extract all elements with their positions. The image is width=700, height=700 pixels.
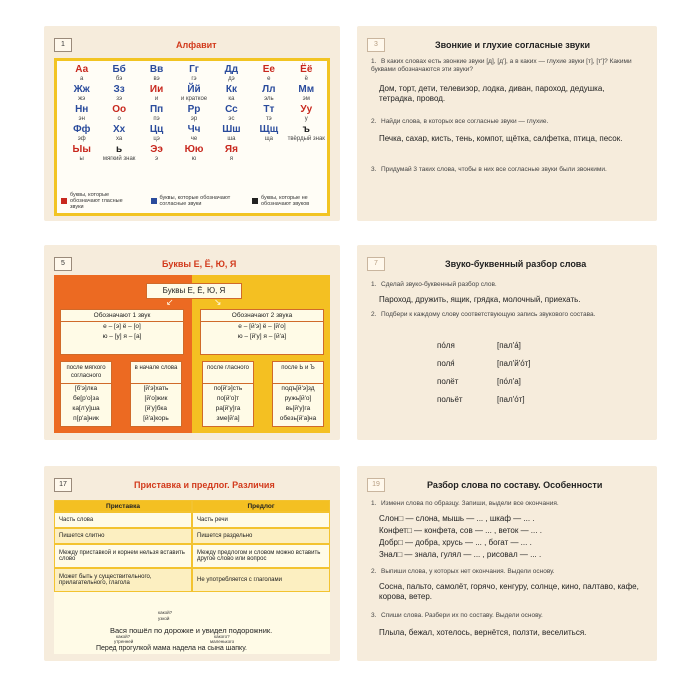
letter-name: дэ — [228, 76, 235, 82]
example-sentence-2: Перед прогулкой мама надела на сына шапку. — [96, 645, 247, 652]
answer-1: Дом, торт, дети, телевизор, лодка, диван, пароход, дедушка, тетрадка, провод. — [379, 84, 605, 103]
letter-glyph: Нн — [75, 104, 89, 115]
task-2-text: Подбери к каждому слову соответствующую запись звукового состава. — [381, 311, 596, 318]
arrow-down-icon: ↙ — [166, 297, 174, 307]
transcription: [пал'а́] — [497, 341, 521, 350]
task-3-text: Придумай 3 таких слова, чтобы в них все согласные звуки были звонкими. — [381, 166, 607, 173]
letter-name: зэ — [116, 96, 123, 102]
letter-glyph: Юю — [184, 144, 204, 155]
answer-1: Пароход, дружить, ящик, грядка, молочный, приехать. — [379, 295, 581, 304]
col-word: по[й'о]т — [216, 395, 240, 402]
letter-glyph: Жж — [73, 84, 90, 95]
note: какого? — [214, 634, 230, 639]
task-1: 1. В каких словах есть звонкие звуки [д], [д'], а в каких — глухие звуки [т], [т']? Какими буквами обозначаются эти звуки? — [371, 58, 632, 73]
letter-glyph: Щщ — [259, 124, 279, 135]
alphabet-letter — [175, 105, 212, 122]
col-header: после гласного — [203, 362, 253, 384]
alphabet-letter — [288, 125, 325, 142]
letter-name: тэ — [265, 116, 272, 122]
letter-name: твёрдый знак — [287, 136, 325, 142]
letter-name: эн — [78, 116, 85, 122]
cell: Не употребляется с глаголами — [192, 568, 330, 592]
card-number: 17 — [54, 478, 72, 492]
letter-glyph: Цц — [149, 124, 164, 135]
task-1: 1. Сделай звуко-буквенный разбор слов. — [371, 281, 497, 288]
alphabet-letter — [288, 85, 325, 102]
card-sound-letter-analysis — [357, 245, 657, 440]
letter-name: ю — [191, 156, 197, 162]
one-sound-box — [60, 309, 184, 355]
comparison-table — [54, 500, 330, 592]
letter-name: ха — [115, 136, 123, 142]
letter-glyph: Фф — [73, 124, 91, 135]
cell: Часть речи — [192, 512, 330, 528]
answer-2: Печка, сахар, кисть, тень, компот, щётка, салфетка, птица, песок. — [379, 134, 623, 143]
alphabet-letter — [175, 65, 212, 82]
eyo-heading: Буквы Е, Ё, Ю, Я — [146, 283, 242, 299]
letter-glyph: ь — [116, 144, 123, 155]
line: Конфет□ — конфета, сов — ... , веток — ... . — [379, 526, 542, 535]
letter-glyph: Йй — [187, 84, 201, 95]
alphabet-letter — [138, 105, 175, 122]
one-sound-header: Обозначают 1 звук — [61, 310, 183, 322]
card-word-composition — [357, 466, 657, 661]
line: Слон□ — слона, мышь — ... , шкаф — ... . — [379, 514, 535, 523]
two-sounds-line: е – [й'э] ё – [й'о] — [238, 323, 286, 330]
col-word: подъ[й'э]зд — [281, 385, 315, 392]
letter-glyph: Пп — [149, 104, 164, 115]
letter-name: э — [155, 156, 159, 162]
col-word: [й'у]бка — [144, 405, 168, 412]
task-3: 3. Придумай 3 таких слова, чтобы в них все согласные звуки были звонкими. — [371, 166, 607, 173]
letter-name: у — [304, 116, 308, 122]
letter-name: а — [80, 76, 84, 82]
letter-glyph: Кк — [225, 84, 237, 95]
col-after-soft — [60, 361, 112, 427]
card-voiced-voiceless — [357, 26, 657, 221]
card-number: 3 — [367, 38, 385, 52]
task-2-text: Выпиши слова, у которых нет окончания. Выдели основу. — [381, 568, 555, 575]
task-2: 2. Найди слова, в которых все согласные звуки — глухие. — [371, 118, 549, 125]
table-header — [54, 500, 330, 512]
task-3: 3. Спиши слова. Разбери их по составу. Выдели основу. — [371, 612, 543, 619]
cell: Пишется раздельно — [192, 528, 330, 544]
cell: Может быть у существительного, прилагательного, глагола — [54, 568, 192, 592]
alphabet-letter — [63, 105, 100, 122]
letter-name: эль — [264, 96, 274, 102]
col-header: после Ь и Ъ — [273, 362, 323, 384]
letter-glyph: Ёё — [300, 64, 313, 75]
alphabet-letter — [100, 125, 137, 142]
letter-glyph: Оо — [112, 104, 127, 115]
letter-glyph: Ее — [262, 64, 275, 75]
letter-glyph: Чч — [187, 124, 201, 135]
letter-name: че — [190, 136, 198, 142]
col-word: [б'э]лка — [74, 385, 98, 392]
alphabet-letter — [213, 145, 250, 162]
note: какой? — [158, 610, 173, 615]
alphabet-grid — [63, 65, 325, 162]
col-after-signs — [272, 361, 324, 427]
letter-name: эр — [190, 116, 198, 122]
letter-name: ка — [228, 96, 235, 102]
arrow-down-icon: ↘ — [214, 297, 222, 307]
letter-name: е — [267, 76, 271, 82]
card-title: Алфавит — [176, 40, 217, 50]
card-prefix-vs-preposition — [44, 466, 340, 661]
card-title: Звонкие и глухие согласные звуки — [435, 40, 591, 50]
card-number: 1 — [54, 38, 72, 52]
alphabet-letter — [175, 145, 212, 162]
note: какой? — [116, 634, 131, 639]
legend-sign: буквы, которые не обозначают звуков — [261, 195, 310, 207]
letter-name: жэ — [78, 96, 86, 102]
col-word-start — [130, 361, 182, 427]
alphabet-letter — [100, 145, 137, 162]
note: утренней — [114, 639, 134, 644]
word: поля́ — [437, 359, 455, 368]
alphabet-letter — [100, 85, 137, 102]
letter-glyph: Дд — [224, 64, 239, 75]
letter-glyph: Шш — [222, 124, 241, 135]
one-sound-line: е – [э] ё – [о] — [103, 323, 141, 330]
letter-name: о — [117, 116, 121, 122]
word: польёт — [437, 395, 463, 404]
cell: Часть слова — [54, 512, 192, 528]
task-2: 2. Подбери к каждому слову соответствующую запись звукового состава. — [371, 311, 596, 318]
sign-swatch-icon — [252, 198, 258, 204]
table-row — [54, 528, 330, 544]
alphabet-panel — [54, 58, 330, 216]
letter-glyph: Хх — [113, 124, 126, 135]
card-number: 7 — [367, 257, 385, 271]
alphabet-letter — [213, 105, 250, 122]
letter-name: эс — [228, 116, 235, 122]
note: узкой — [158, 616, 170, 621]
alphabet-letter — [138, 145, 175, 162]
card-title: Приставка и предлог. Различия — [134, 480, 275, 490]
legend-vowel: буквы, которые обозначают гласные звуки — [70, 192, 123, 210]
alphabet-legend — [61, 192, 327, 210]
letter-name: вэ — [153, 76, 160, 82]
table-row — [54, 512, 330, 528]
letter-glyph: Рр — [187, 104, 201, 115]
word: по́ля — [437, 341, 455, 350]
cell: Между предлогом и словом можно вставить другое слово или вопрос — [192, 544, 330, 568]
table-row — [54, 544, 330, 568]
col-after-vowel — [202, 361, 254, 427]
card-alphabet — [44, 26, 340, 221]
letter-glyph: Тт — [263, 104, 275, 115]
task-2-text: Найди слова, в которых все согласные звуки — глухие. — [381, 118, 549, 125]
two-sounds-line: ю – [й'у] я – [й'а] — [237, 333, 287, 340]
transcription: [по́л'а] — [497, 377, 521, 386]
letter-glyph: Яя — [224, 144, 238, 155]
letter-name: мягкий знак — [102, 156, 136, 162]
letter-glyph: Ыы — [72, 144, 91, 155]
letter-name: я — [229, 156, 234, 162]
alphabet-letter — [250, 105, 287, 122]
letter-name: бэ — [115, 76, 123, 82]
col-word: ружь[й'о] — [284, 395, 312, 402]
alphabet-letter — [288, 105, 325, 122]
alphabet-letter — [213, 65, 250, 82]
letter-glyph: Мм — [298, 84, 315, 95]
card-number: 5 — [54, 257, 72, 271]
card-letters-e-yo-yu-ya — [44, 245, 340, 440]
alphabet-letter — [213, 85, 250, 102]
cell: Пишется слитно — [54, 528, 192, 544]
letter-name: и краткое — [180, 96, 208, 102]
letter-glyph: Ээ — [150, 144, 163, 155]
transcription: [пал'о́т] — [497, 395, 525, 404]
letter-name: эф — [77, 136, 86, 142]
col-word: [й'о]жик — [144, 395, 168, 402]
col-header: в начале слова — [131, 362, 181, 384]
alphabet-letter — [213, 125, 250, 142]
col-word: [й'а]корь — [143, 415, 169, 422]
header-preposition: Предлог — [192, 500, 330, 512]
task-1-text: Сделай звуко-буквенный разбор слов. — [381, 281, 497, 288]
task-1-text: Измени слова по образцу. Запиши, выдели все окончания. — [381, 500, 559, 507]
letter-glyph: Уу — [300, 104, 313, 115]
letter-glyph: Гг — [189, 64, 199, 75]
letter-glyph: Лл — [262, 84, 276, 95]
letter-name: гэ — [191, 76, 197, 82]
examples — [54, 610, 330, 654]
alphabet-letter — [63, 85, 100, 102]
col-header: после мягкого согласного — [61, 362, 111, 384]
alphabet-letter — [175, 125, 212, 142]
example-sentence-1: Вася пошёл по дорожке и увидел подорожник. — [110, 626, 273, 635]
col-word: по[й'э]сть — [213, 385, 243, 392]
alphabet-letter — [100, 65, 137, 82]
col-word: п[р'а]ник — [73, 415, 99, 422]
letter-name: ё — [304, 76, 308, 82]
task-3-text: Спиши слова. Разбери их по составу. Выдели основу. — [381, 612, 543, 619]
eyo-diagram — [54, 275, 330, 433]
card-title: Разбор слова по составу. Особенности — [427, 480, 603, 490]
consonant-swatch-icon — [151, 198, 157, 204]
col-word: бе[р'о]за — [73, 395, 99, 402]
vowel-swatch-icon — [61, 198, 67, 204]
alphabet-letter — [250, 85, 287, 102]
alphabet-letter — [63, 145, 100, 162]
task-1: 1. Измени слова по образцу. Запиши, выдели все окончания. — [371, 500, 559, 507]
col-word: [й'э]хать — [143, 385, 169, 392]
task-2: 2. Выпиши слова, у которых нет окончания. Выдели основу. — [371, 568, 555, 575]
col-word: вь[й'у]га — [285, 405, 311, 412]
header-prefix: Приставка — [54, 500, 192, 512]
letter-glyph: ъ — [302, 124, 310, 135]
col-word: ка[л'у]ша — [72, 405, 100, 412]
card-title: Буквы Е, Ё, Ю, Я — [162, 259, 237, 269]
line: Знал□ — знала, гулял — ... , рисовал — ... . — [379, 550, 542, 559]
alphabet-letter — [250, 125, 287, 142]
letter-name: ша — [227, 136, 236, 142]
note: маленького — [210, 639, 235, 644]
table-row — [54, 568, 330, 592]
letter-glyph: Сс — [225, 104, 238, 115]
col-word: ра[й'у]га — [215, 405, 241, 412]
letter-glyph: Бб — [112, 64, 126, 75]
alphabet-letter — [138, 65, 175, 82]
card-title: Звуко-буквенный разбор слова — [445, 259, 587, 269]
col-word: зме[й'а] — [216, 415, 240, 422]
alphabet-letter — [138, 125, 175, 142]
alphabet-letter — [175, 85, 212, 102]
legend-consonant: буквы, которые обозначают согласные звуки — [159, 195, 231, 207]
alphabet-letter — [63, 125, 100, 142]
alphabet-letter — [250, 65, 287, 82]
two-sounds-box — [200, 309, 324, 355]
alphabet-letter — [288, 65, 325, 82]
alphabet-letter — [138, 85, 175, 102]
card-number: 19 — [367, 478, 385, 492]
comparison-panel — [54, 500, 330, 654]
letter-name: эм — [302, 96, 310, 102]
transcription: [пал'й'о́т] — [497, 359, 531, 368]
answer-3: Плыла, бежал, хотелось, вернётся, ползти, веселиться. — [379, 628, 587, 637]
letter-glyph: Аа — [75, 64, 89, 75]
letter-name: ща — [264, 136, 273, 142]
letter-glyph: Зз — [113, 84, 125, 95]
letter-glyph: Ии — [149, 84, 164, 95]
line: Добр□ — добра, хрусь — ... , богат — ... . — [379, 538, 532, 547]
two-sounds-header: Обозначают 2 звука — [201, 310, 323, 322]
letter-glyph: Вв — [149, 64, 164, 75]
one-sound-line: ю – [у] я – [а] — [102, 333, 142, 340]
task-1-text: В каких словах есть звонкие звуки [д], [д'], а в каких — глухие звуки [т], [т']? Какими буквами обозначаются эти звуки? — [371, 58, 632, 73]
alphabet-letter — [63, 65, 100, 82]
cell: Между приставкой и корнем нельзя вставить слово — [54, 544, 192, 568]
answer-2: Сосна, пальто, самолёт, горячо, кенгуру, солнце, кино, палтаво, кафе, корова, ветер. — [379, 582, 639, 601]
col-word: обезь[й'а]на — [279, 415, 317, 422]
letter-name: пэ — [153, 116, 160, 122]
letter-name: цэ — [153, 136, 160, 142]
word: полёт — [437, 377, 459, 386]
letter-name: ы — [79, 156, 84, 162]
letter-name: и — [154, 96, 159, 102]
alphabet-letter — [100, 105, 137, 122]
